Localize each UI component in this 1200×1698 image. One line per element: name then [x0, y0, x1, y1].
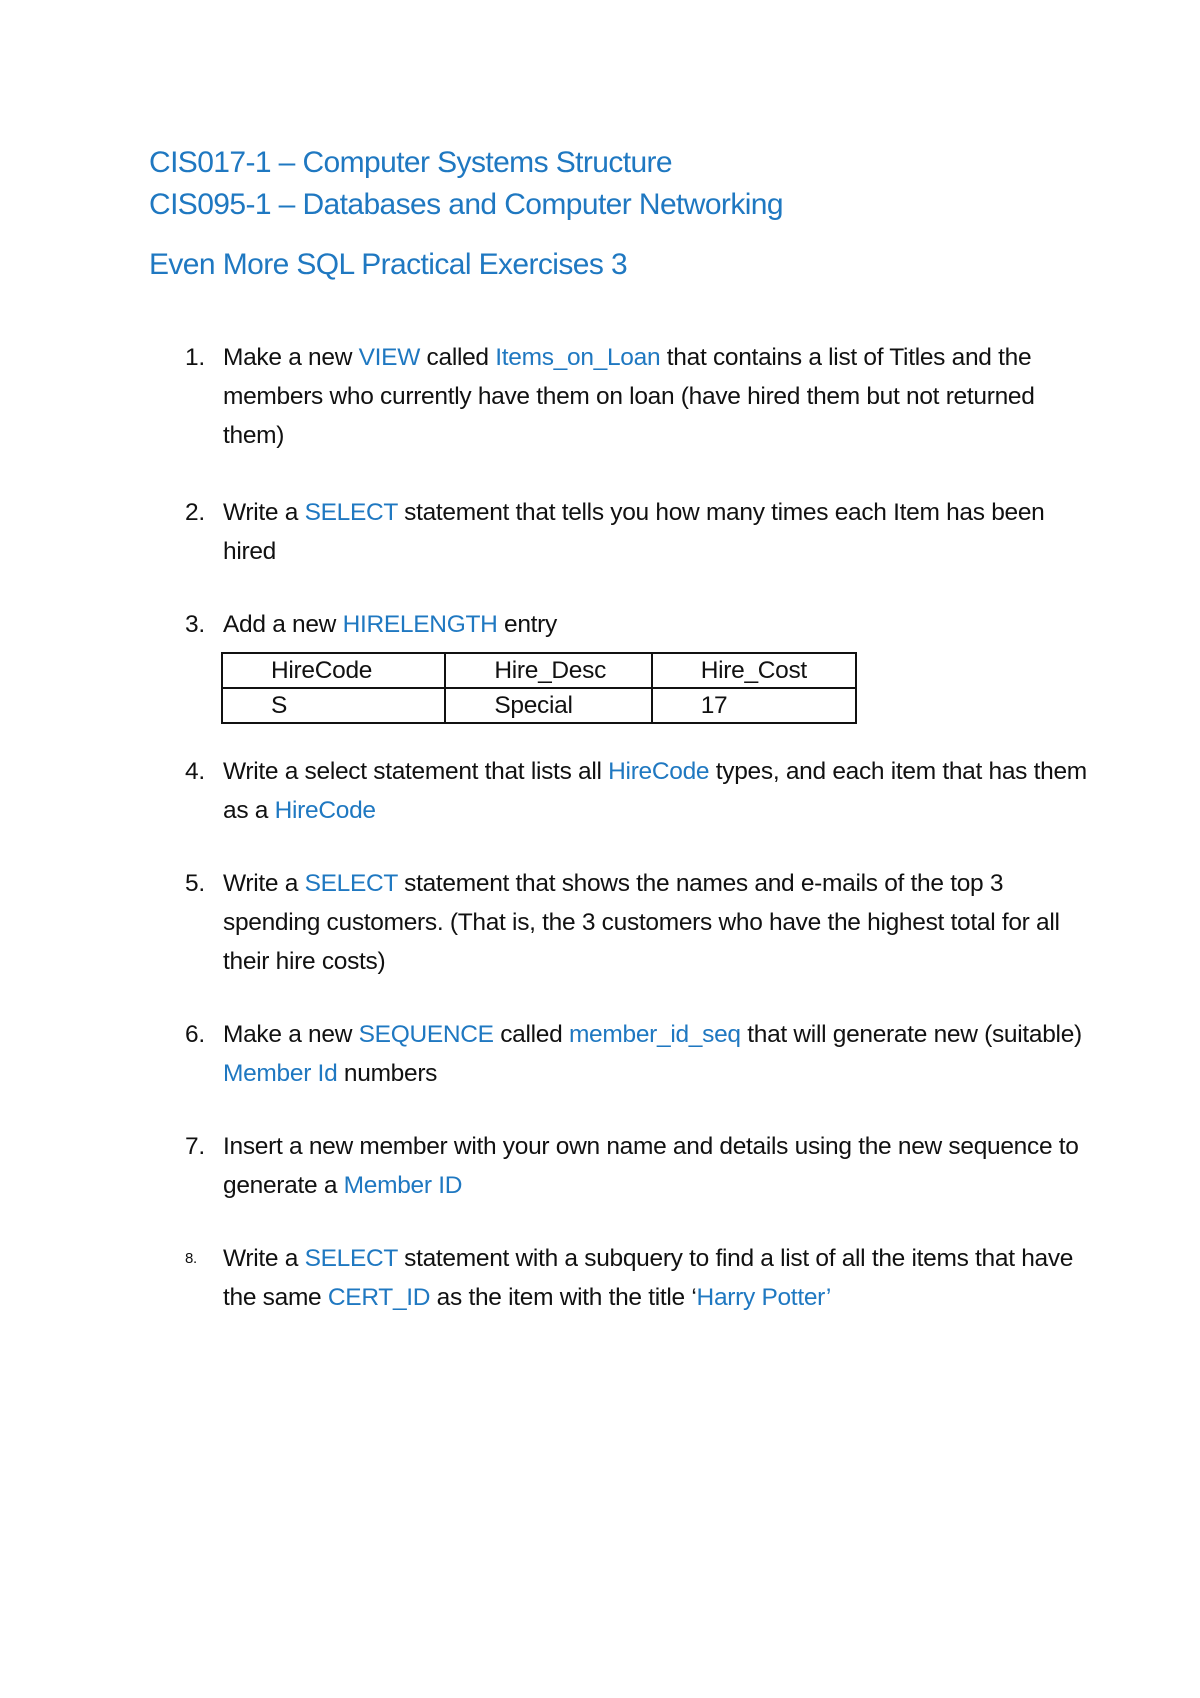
exercise-sheet-title: Even More SQL Practical Exercises 3 — [149, 248, 628, 281]
exercise-text — [223, 1245, 1073, 1311]
exercise-number: 7. — [185, 1133, 205, 1160]
exercise-item — [149, 1239, 1089, 1317]
exercise-item — [149, 605, 1089, 724]
highlighted-term: Member ID — [343, 1172, 463, 1199]
course-title-cis017: CIS017-1 – Computer Systems Structure — [149, 146, 673, 179]
exercise-number: 2. — [185, 499, 205, 526]
table-cell: Special — [445, 688, 651, 723]
highlighted-term: Items_on_Loan — [495, 344, 661, 371]
text-segment: statement with a subquery to find a list of all the items that have the same — [223, 1245, 1074, 1311]
text-segment: called — [420, 344, 496, 371]
exercise-text — [223, 611, 557, 638]
text-segment: types, and each item that has them as a — [223, 758, 1087, 824]
highlighted-term: HireCode — [608, 758, 710, 785]
text-segment: Write a select statement that lists all — [223, 758, 609, 785]
exercise-text — [223, 499, 1045, 565]
table-header-cell: HireCode — [222, 653, 445, 688]
exercise-text — [223, 870, 1060, 975]
text-segment: called — [493, 1021, 569, 1048]
table-cell: 17 — [652, 688, 856, 723]
exercise-number: 5. — [185, 870, 205, 897]
text-segment: Make a new — [223, 344, 359, 371]
exercise-text — [223, 1133, 1079, 1199]
highlighted-term: HireCode — [274, 797, 376, 824]
text-segment: Add a new — [223, 611, 343, 638]
exercise-list — [149, 338, 1089, 1317]
text-segment: Write a — [223, 870, 305, 897]
exercise-item — [149, 338, 1089, 455]
highlighted-term: Harry Potter’ — [696, 1284, 832, 1311]
highlighted-term: VIEW — [358, 344, 421, 371]
text-segment: statement that shows the names and e-mails of the top 3 spending customers. (That is, the 3 customers who have the highest total for all their hire costs) — [223, 870, 1060, 975]
text-segment: that contains a list of Titles and the members who currently have them on loan (have hired them but not returned them) — [223, 344, 1035, 449]
exercise-item — [149, 1015, 1089, 1093]
highlighted-term: SELECT — [304, 1245, 398, 1272]
highlighted-term: SELECT — [304, 870, 398, 897]
text-segment: that will generate new (suitable) — [740, 1021, 1082, 1048]
table-header-cell: Hire_Desc — [445, 653, 651, 688]
highlighted-term: CERT_ID — [327, 1284, 431, 1311]
exercise-number: 1. — [185, 344, 205, 371]
table-header-cell: Hire_Cost — [652, 653, 856, 688]
exercise-item — [149, 493, 1089, 571]
table-row — [222, 688, 856, 723]
highlighted-term: HIRELENGTH — [342, 611, 498, 638]
text-segment: Make a new — [223, 1021, 359, 1048]
text-segment: entry — [497, 611, 557, 638]
exercise-text — [223, 344, 1035, 449]
text-segment: Write a — [223, 499, 305, 526]
highlighted-term: member_id_seq — [568, 1021, 741, 1048]
exercise-item — [149, 1127, 1089, 1205]
exercise-number: 4. — [185, 758, 205, 785]
text-segment: numbers — [337, 1060, 438, 1087]
highlighted-term: SEQUENCE — [358, 1021, 494, 1048]
exercise-item — [149, 864, 1089, 981]
exercise-text — [223, 758, 1087, 824]
text-segment: statement that tells you how many times each Item has been hired — [223, 499, 1045, 565]
course-title-cis095: CIS095-1 – Databases and Computer Networking — [149, 188, 783, 221]
table-header-row — [222, 653, 856, 688]
hirelength-table — [221, 652, 857, 724]
exercise-number: 8. — [185, 1250, 197, 1267]
highlighted-term: Member Id — [223, 1060, 338, 1087]
exercise-number: 6. — [185, 1021, 205, 1048]
text-segment: Write a — [223, 1245, 305, 1272]
text-segment: Insert a new member with your own name and details using the new sequence to generate a — [223, 1133, 1079, 1199]
exercise-text — [223, 1021, 1082, 1087]
text-segment: as the item with the title ‘ — [430, 1284, 697, 1311]
highlighted-term: SELECT — [304, 499, 398, 526]
exercise-item — [149, 752, 1089, 830]
table-cell: S — [222, 688, 445, 723]
exercise-number: 3. — [185, 611, 205, 638]
